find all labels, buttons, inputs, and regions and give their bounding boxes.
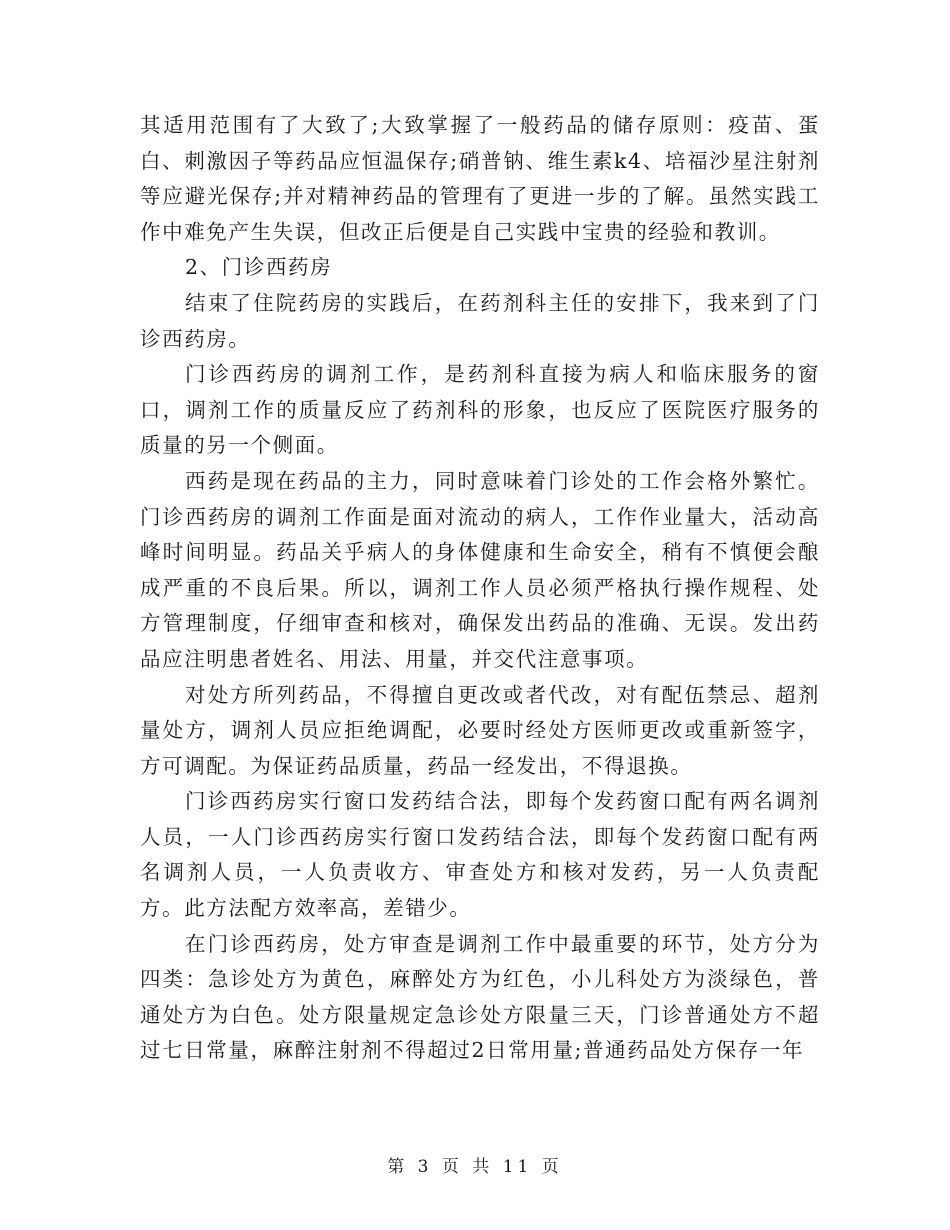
paragraph-storage-principles: 其适用范围有了大致了;大致掌握了一般药品的储存原则：疫苗、蛋白、刺激因子等药品应恒温保存;硝普钠、维生素k4、培福沙星注射剂等应避光保存;并对精神药品的管理有了更进一步的了解。虽然实践工作中难免产生失误，但改正后便是自己实践中宝贵的经验和教训。	[140, 113, 820, 244]
paragraph-prescription-review: 在门诊西药房，处方审查是调剂工作中最重要的环节，处方分为四类：急诊处方为黄色，麻醉处方为红色，小儿科处方为淡绿色，普通处方为白色。处方限量规定急诊处方限量三天，门诊普通处方不超过七日常量，麻醉注射剂不得超过2日常用量;普通药品处方保存一年	[140, 931, 820, 1063]
paragraph-western-medicine: 西药是现在药品的主力，同时意味着门诊处的工作会格外繁忙。门诊西药房的调剂工作面是面对流动的病人，工作作业量大，活动高峰时间明显。药品关乎病人的身体健康和生命安全，稍有不慎便会酿成严重的不良后果。所以，调剂工作人员必须严格执行操作规程、处方管理制度，仔细审查和核对，确保发出药品的准确、无误。发出药品应注明患者姓名、用法、用量，并交代注意事项。	[140, 468, 820, 671]
document-body	[140, 108, 820, 1069]
page-number-footer: 第 3 页 共 11 页	[387, 1157, 563, 1177]
section-heading-outpatient-pharmacy: 2、门诊西药房	[185, 255, 333, 280]
paragraph-dispensing-window: 门诊西药房的调剂工作，是药剂科直接为病人和临床服务的窗口，调剂工作的质量反应了药剂科的形象，也反应了医院医疗服务的质量的另一个侧面。	[140, 362, 820, 458]
paragraph-arrival: 结束了住院药房的实践后，在药剂科主任的安排下，我来到了门诊西药房。	[140, 290, 820, 351]
paragraph-window-method: 门诊西药房实行窗口发药结合法，即每个发药窗口配有两名调剂人员，一人门诊西药房实行窗口发药结合法，即每个发药窗口配有两名调剂人员，一人负责收方、审查处方和核对发药，另一人负责配方。此方法配方效率高，差错少。	[140, 789, 820, 921]
paragraph-prescription-rules: 对处方所列药品，不得擅自更改或者代改，对有配伍禁忌、超剂量处方，调剂人员应拒绝调配，必要时经处方医师更改或重新签字，方可调配。为保证药品质量，药品一经发出，不得退换。	[140, 682, 820, 778]
